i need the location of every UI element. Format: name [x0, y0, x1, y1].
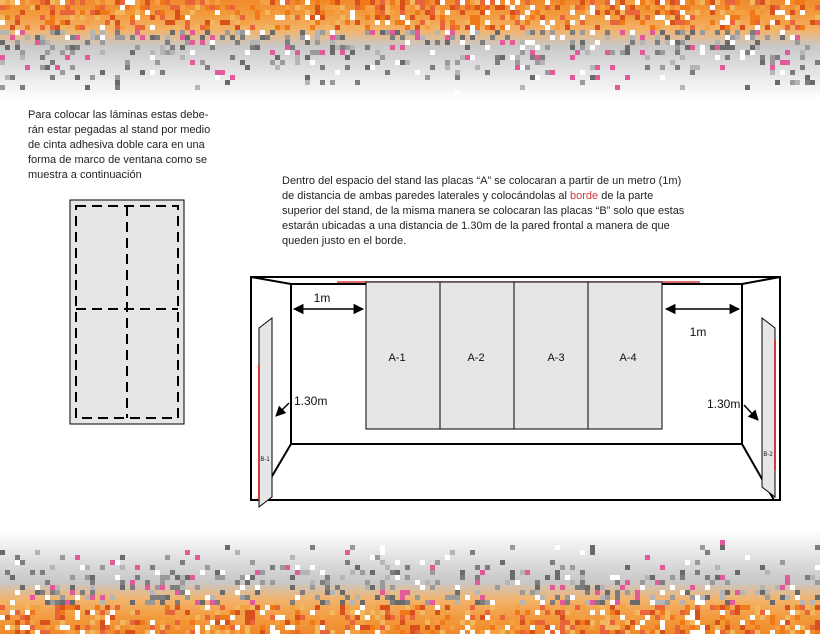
dim-label-right-top: 1m — [689, 325, 707, 339]
description-text: de la parte — [598, 190, 654, 202]
description-line: superior del stand, de la misma manera se colocaran las placas “B” solo que estas — [282, 205, 685, 217]
intro-line: Para colocar las láminas estas debe- — [28, 109, 209, 121]
stand-diagram — [251, 277, 780, 507]
dim-label-left-side: 1.30m — [294, 394, 328, 408]
placa-b2-label: B-2 — [763, 452, 773, 458]
placa-b1 — [259, 318, 272, 507]
dim-label-right-side: 1.30m — [707, 397, 741, 411]
tape-frame-diagram — [70, 200, 184, 424]
intro-line: de cinta adhesiva doble cara en una — [28, 139, 205, 151]
placa-a2-label: A-2 — [467, 352, 485, 364]
intro-line: forma de marco de ventana como se — [28, 154, 208, 166]
placa-a4-label: A-4 — [619, 352, 637, 364]
placa-b2 — [762, 318, 775, 497]
description-line: estarán ubicadas a una distancia de 1.30m de la pared frontal a manera de que — [282, 220, 670, 232]
highlight-word: borde — [570, 190, 599, 202]
intro-line: muestra a continuación — [28, 169, 142, 181]
intro-line: rán estar pegadas al stand por medio — [28, 124, 211, 136]
description-line: queden justo en el borde. — [282, 235, 407, 247]
dim-label-left-top: 1m — [313, 291, 331, 305]
description-text: de distancia de ambas paredes laterales y colocándolas al — [282, 190, 571, 202]
description-line: Dentro del espacio del stand las placas “A” se colocaran a partir de un metro (1m) — [282, 175, 682, 187]
placa-b1-label: B-1 — [260, 457, 270, 463]
placa-a3-label: A-3 — [547, 352, 565, 364]
placa-a1-label: A-1 — [388, 352, 406, 364]
